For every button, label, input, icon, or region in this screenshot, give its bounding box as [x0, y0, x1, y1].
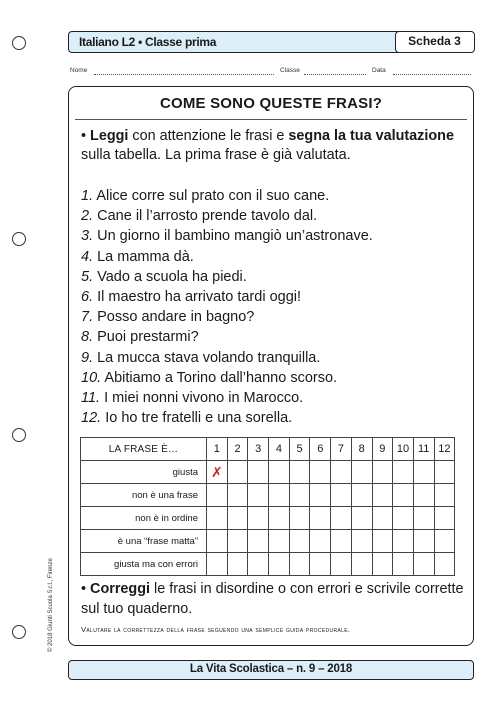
data-field[interactable]: [393, 74, 471, 75]
evaluation-cell[interactable]: [393, 530, 414, 553]
evaluation-cell[interactable]: [289, 530, 310, 553]
evaluation-cell[interactable]: [227, 484, 248, 507]
evaluation-cell[interactable]: [289, 553, 310, 576]
evaluation-table: [80, 437, 455, 576]
evaluation-cell[interactable]: [310, 553, 331, 576]
row-label: giusta: [81, 461, 207, 484]
row-label: non è in ordine: [81, 507, 207, 530]
evaluation-cell[interactable]: [269, 553, 290, 576]
evaluation-cell[interactable]: [227, 507, 248, 530]
evaluation-cell[interactable]: [207, 530, 228, 553]
evaluation-cell[interactable]: [289, 507, 310, 530]
evaluation-cell[interactable]: [393, 461, 414, 484]
sentence-item: 5. Vado a scuola ha piedi.: [81, 268, 247, 285]
evaluation-cell[interactable]: [434, 507, 455, 530]
evaluation-cell[interactable]: [434, 530, 455, 553]
sentence-item: 4. La mamma dà.: [81, 248, 194, 265]
evaluation-cell[interactable]: [289, 484, 310, 507]
evaluation-cell[interactable]: [269, 530, 290, 553]
evaluation-cell[interactable]: [207, 461, 228, 484]
column-number: 2: [227, 438, 248, 461]
classe-label: Classe: [280, 67, 300, 74]
evaluation-cell[interactable]: [351, 484, 372, 507]
bullet: •: [81, 128, 87, 144]
evaluation-cell[interactable]: [248, 507, 269, 530]
column-number: 4: [269, 438, 290, 461]
evaluation-cell[interactable]: [269, 484, 290, 507]
sentence-item: 12. Io ho tre fratelli e una sorella.: [81, 410, 293, 427]
evaluation-cell[interactable]: [248, 461, 269, 484]
evaluation-cell[interactable]: [372, 484, 393, 507]
evaluation-cell[interactable]: [227, 553, 248, 576]
header-title: Italiano L2 • Classe prima: [79, 35, 217, 49]
evaluation-cell[interactable]: [331, 507, 352, 530]
evaluation-cell[interactable]: [248, 530, 269, 553]
binder-hole-4: [12, 625, 26, 639]
evaluation-cell[interactable]: [372, 461, 393, 484]
sentence-item: 6. Il maestro ha arrivato tardi oggi!: [81, 289, 302, 306]
column-number: 7: [331, 438, 352, 461]
evaluation-cell[interactable]: [351, 461, 372, 484]
evaluation-cell[interactable]: [310, 507, 331, 530]
evaluation-cell[interactable]: [248, 553, 269, 576]
scheda-label: Scheda 3: [395, 31, 475, 53]
binder-hole-3: [12, 428, 26, 442]
column-number: 9: [372, 438, 393, 461]
column-number: 3: [248, 438, 269, 461]
sentence-item: 7. Posso andare in bagno?: [81, 309, 255, 326]
evaluation-cell[interactable]: [248, 484, 269, 507]
evaluation-cell[interactable]: [207, 507, 228, 530]
evaluation-cell[interactable]: [207, 484, 228, 507]
sentence-item: 2. Cane il l’arrosto prende tavolo dal.: [81, 208, 318, 225]
evaluation-cell[interactable]: [413, 507, 434, 530]
column-number: 12: [434, 438, 455, 461]
evaluation-cell[interactable]: [351, 530, 372, 553]
evaluation-cell[interactable]: [372, 553, 393, 576]
evaluation-cell[interactable]: [393, 507, 414, 530]
column-number: 1: [207, 438, 228, 461]
column-number: 5: [289, 438, 310, 461]
evaluation-cell[interactable]: [207, 553, 228, 576]
binder-hole-1: [12, 36, 26, 50]
sentence-item: 1. Alice corre sul prato con il suo cane.: [81, 188, 330, 204]
table-row: [81, 553, 455, 576]
instruction-verb-correct: Correggi: [90, 581, 151, 597]
evaluation-cell[interactable]: [434, 553, 455, 576]
column-number: 6: [310, 438, 331, 461]
evaluation-cell[interactable]: [331, 484, 352, 507]
sentence-item: 8. Puoi prestarmi?: [81, 329, 199, 346]
instruction-verb-read: Leggi: [90, 128, 129, 144]
row-label: non è una frase: [81, 484, 207, 507]
table-row: [81, 461, 455, 484]
data-label: Data: [372, 67, 386, 74]
evaluation-cell[interactable]: [413, 461, 434, 484]
copyright-note: © 2018 Giunti Scuola S.r.l., Firenze: [48, 558, 54, 652]
nome-field[interactable]: [94, 74, 274, 75]
evaluation-cell[interactable]: [310, 461, 331, 484]
evaluation-cell[interactable]: [413, 553, 434, 576]
correct-instruction: • Correggi le frasi in disordine o con errori e scrivile corrette sul tuo quaderno.: [81, 581, 464, 617]
evaluation-cell[interactable]: [310, 484, 331, 507]
header-bar: [68, 31, 474, 53]
table-row: [81, 507, 455, 530]
evaluation-cell[interactable]: [269, 507, 290, 530]
evaluation-cell[interactable]: [331, 553, 352, 576]
title-divider: [75, 119, 467, 120]
evaluation-cell[interactable]: [310, 530, 331, 553]
row-label: giusta ma con errori: [81, 553, 207, 576]
column-number: 8: [351, 438, 372, 461]
teacher-guide-note: Valutare la correttezza della frase seguendo una semplice guida procedurale.: [81, 625, 351, 634]
evaluation-cell[interactable]: [434, 461, 455, 484]
sentence-item: 10. Abitiamo a Torino dall’hanno scorso.: [81, 369, 338, 386]
column-number: 11: [413, 438, 434, 461]
column-number: 10: [393, 438, 414, 461]
evaluation-cell[interactable]: [227, 530, 248, 553]
sentence-list: [81, 186, 373, 428]
evaluation-cell[interactable]: [372, 507, 393, 530]
evaluation-cell[interactable]: [393, 484, 414, 507]
sentence-item: 3. Un giorno il bambino mangiò un’astronave.: [81, 228, 373, 245]
footer-bar: La Vita Scolastica – n. 9 – 2018: [68, 660, 474, 680]
nome-label: Nome: [70, 67, 88, 74]
instruction-verb-mark: segna la tua valutazione: [288, 128, 454, 144]
evaluation-cell[interactable]: [289, 461, 310, 484]
evaluation-cell[interactable]: [331, 530, 352, 553]
evaluation-cell[interactable]: [351, 507, 372, 530]
table-header-row: [81, 438, 455, 461]
exercise-title: COME SONO QUESTE FRASI?: [159, 95, 383, 112]
evaluation-cell[interactable]: [413, 484, 434, 507]
sentence-item: 11. I miei nonni vivono in Marocco.: [81, 390, 304, 407]
table-row: [81, 484, 455, 507]
table-header-label: LA FRASE È…: [81, 438, 207, 461]
evaluation-cell[interactable]: [393, 553, 414, 576]
evaluation-cell[interactable]: [269, 461, 290, 484]
cross-mark-icon: ✗: [210, 463, 223, 480]
evaluation-cell[interactable]: [331, 461, 352, 484]
evaluation-cell[interactable]: [351, 553, 372, 576]
row-label: è una “frase matta”: [81, 530, 207, 553]
exercise-card: [68, 86, 474, 646]
sentence-item: 9. La mucca stava volando tranquilla.: [81, 349, 321, 366]
evaluation-cell[interactable]: [372, 530, 393, 553]
classe-field[interactable]: [304, 74, 366, 75]
evaluation-cell[interactable]: [413, 530, 434, 553]
instruction-text: • Leggi con attenzione le frasi e segna la tua valutazione sulla tabella. La prima frase è già valutata.: [81, 128, 454, 163]
table-row: [81, 530, 455, 553]
binder-hole-2: [12, 232, 26, 246]
evaluation-cell[interactable]: [227, 461, 248, 484]
evaluation-cell[interactable]: [434, 484, 455, 507]
